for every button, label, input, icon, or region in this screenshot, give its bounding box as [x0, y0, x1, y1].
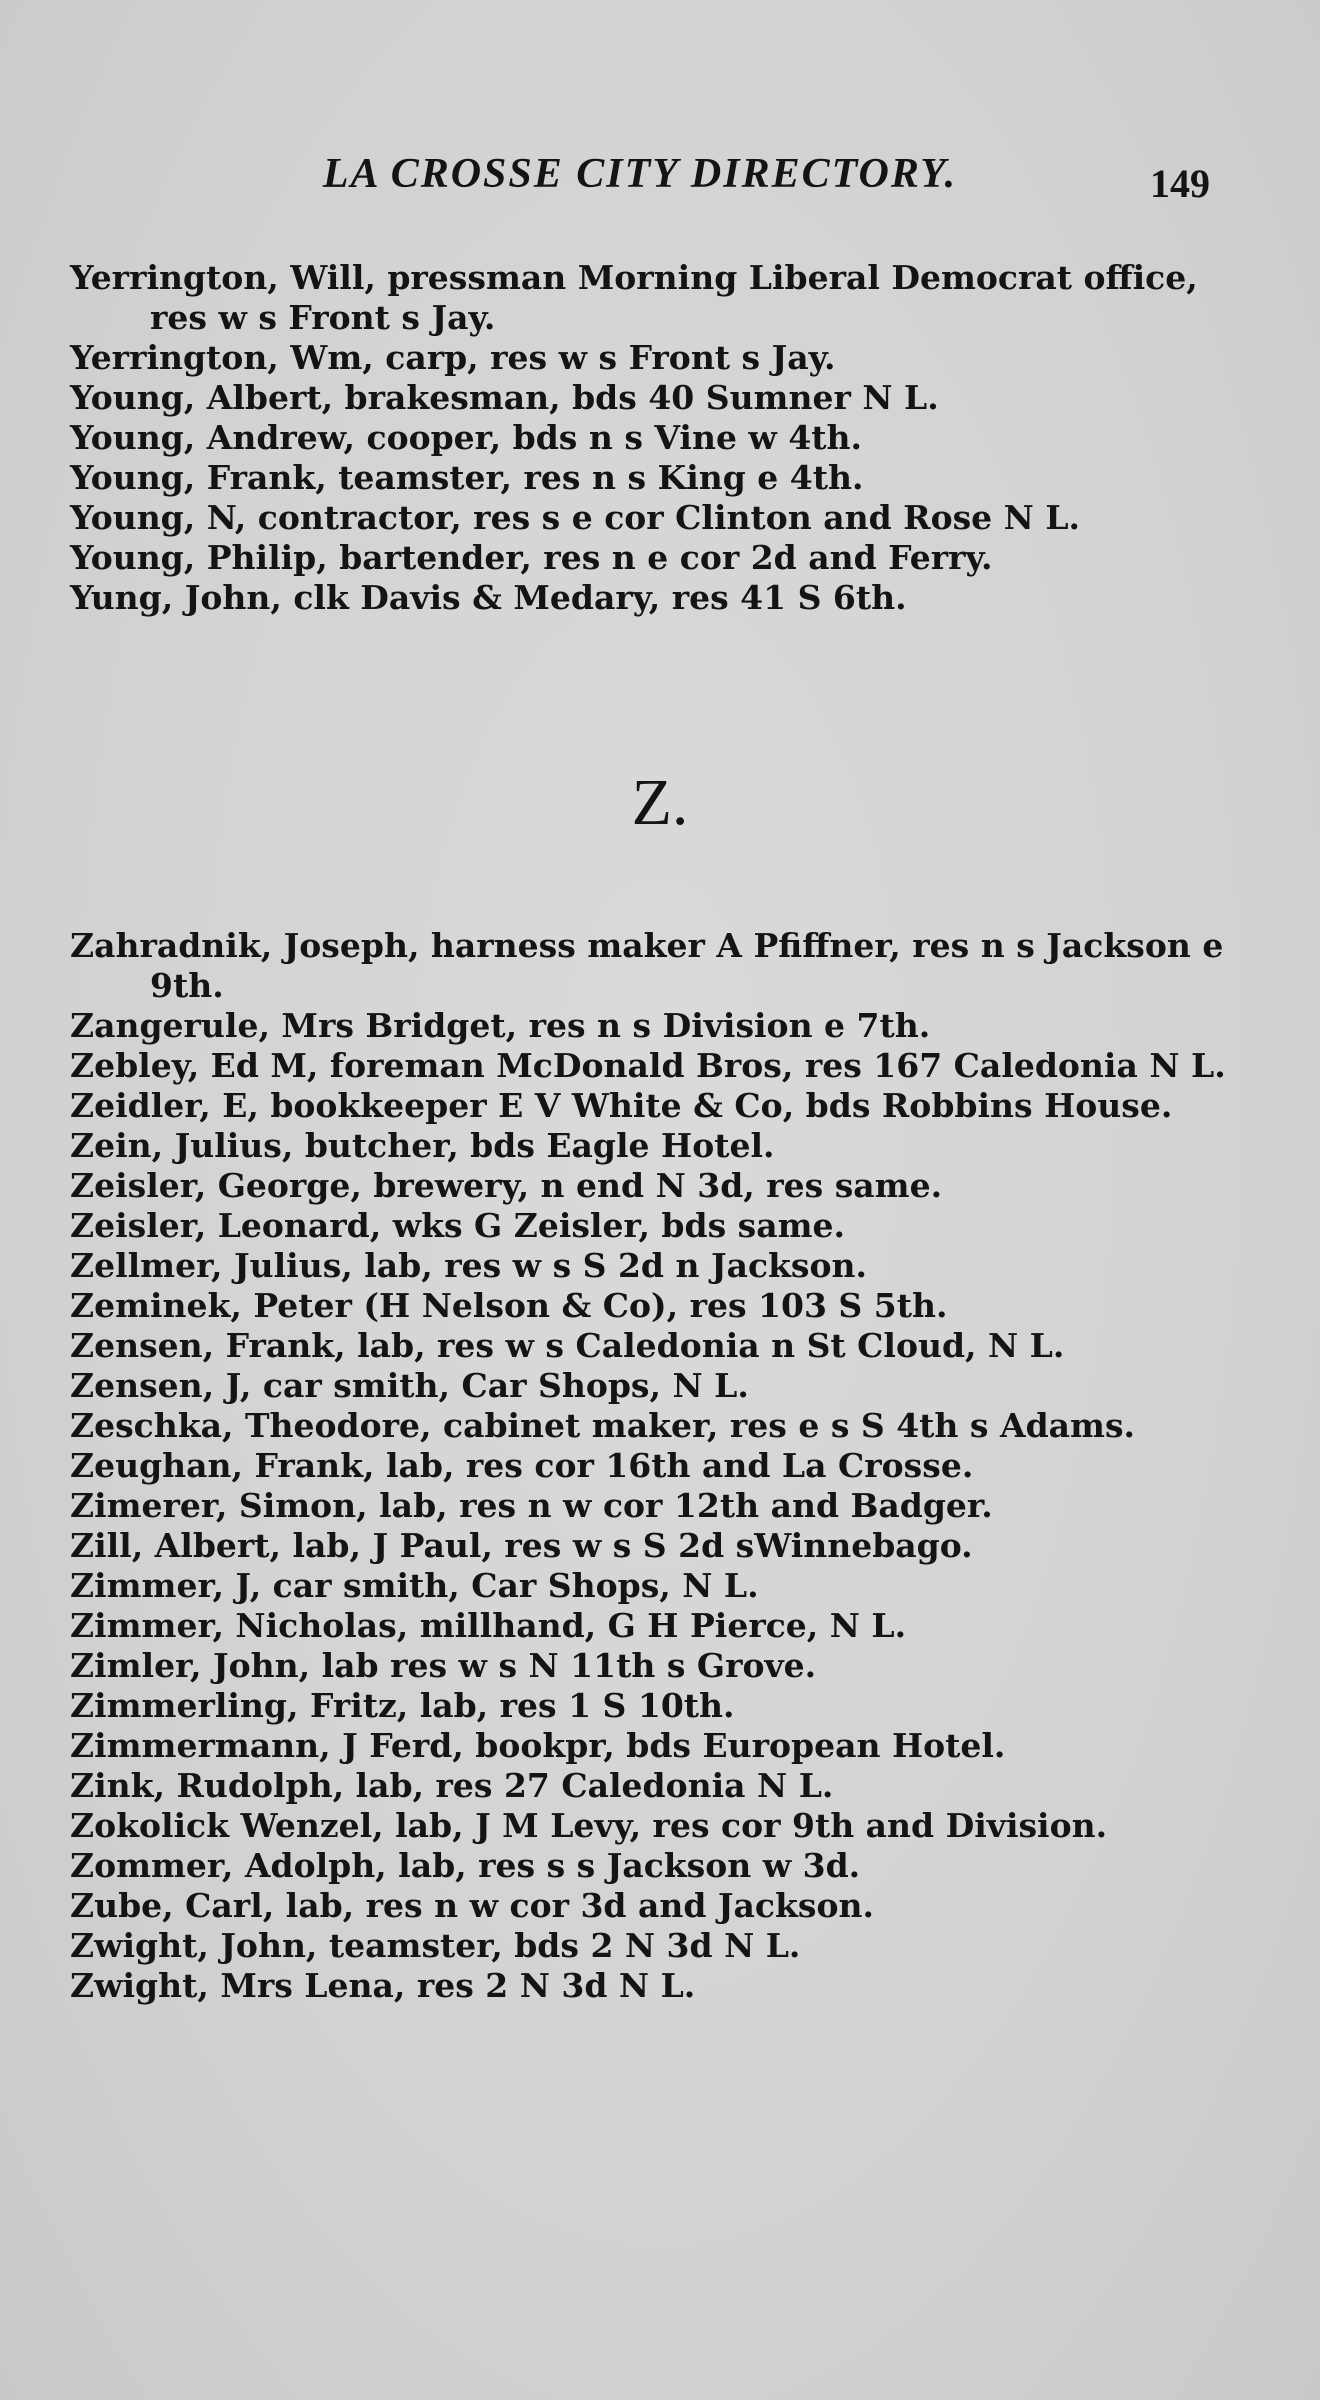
directory-entry: Zimmer, Nicholas, millhand, G H Pierce, N L. [70, 1606, 907, 1645]
directory-entry: Zimerer, Simon, lab, res n w cor 12th and Badger. [70, 1486, 993, 1525]
directory-entry: Zahradnik, Joseph, harness maker A Pfiffner, res n s Jackson e 9th. [70, 926, 1224, 1005]
directory-entry: Zeisler, George, brewery, n end N 3d, res same. [70, 1166, 943, 1205]
directory-entry: Zimmer, J, car smith, Car Shops, N L. [70, 1566, 759, 1605]
directory-entry: Yerrington, Will, pressman Morning Liberal Democrat office, res w s Front s Jay. [70, 258, 1198, 337]
directory-entry: Zokolick Wenzel, lab, J M Levy, res cor 9th and Division. [70, 1806, 1108, 1845]
directory-entry: Young, Philip, bartender, res n e cor 2d and Ferry. [70, 538, 993, 577]
y-entries-list [70, 258, 1250, 618]
directory-entry: Zensen, Frank, lab, res w s Caledonia n St Cloud, N L. [70, 1326, 1065, 1365]
directory-entry: Zimler, John, lab res w s N 11th s Grove. [70, 1646, 817, 1685]
directory-entry: Zeughan, Frank, lab, res cor 16th and La Crosse. [70, 1446, 974, 1485]
directory-entry: Zill, Albert, lab, J Paul, res w s S 2d sWinnebago. [70, 1526, 973, 1565]
directory-entry: Zommer, Adolph, lab, res s s Jackson w 3d. [70, 1846, 861, 1885]
directory-entry: Young, Andrew, cooper, bds n s Vine w 4th. [70, 418, 863, 457]
directory-entry: Young, Frank, teamster, res n s King e 4th. [70, 458, 864, 497]
directory-entry: Yung, John, clk Davis & Medary, res 41 S 6th. [70, 578, 907, 617]
directory-entry: Zensen, J, car smith, Car Shops, N L. [70, 1366, 749, 1405]
directory-entry: Zeidler, E, bookkeeper E V White & Co, bds Robbins House. [70, 1086, 1173, 1125]
directory-entry: Zwight, Mrs Lena, res 2 N 3d N L. [70, 1966, 696, 2005]
section-letter-heading: Z. [631, 766, 689, 839]
directory-entry: Zebley, Ed M, foreman McDonald Bros, res 167 Caledonia N L. [70, 1046, 1226, 1085]
directory-entry: Zeisler, Leonard, wks G Zeisler, bds same. [70, 1206, 846, 1245]
running-title: LA CROSSE CITY DIRECTORY. [322, 151, 958, 197]
page-number: 149 [1150, 161, 1210, 206]
directory-entry: Zimmermann, J Ferd, bookpr, bds European Hotel. [70, 1726, 1006, 1765]
directory-entry: Zeschka, Theodore, cabinet maker, res e s S 4th s Adams. [70, 1406, 1136, 1445]
directory-entry: Yerrington, Wm, carp, res w s Front s Jay. [70, 338, 836, 377]
z-entries-list [70, 926, 1250, 2006]
directory-entry: Young, N, contractor, res s e cor Clinton and Rose N L. [70, 498, 1081, 537]
directory-entry: Zein, Julius, butcher, bds Eagle Hotel. [70, 1126, 775, 1165]
directory-entry: Zube, Carl, lab, res n w cor 3d and Jackson. [70, 1886, 874, 1925]
directory-entry: Zwight, John, teamster, bds 2 N 3d N L. [70, 1926, 801, 1965]
directory-entry: Zink, Rudolph, lab, res 27 Caledonia N L. [70, 1766, 834, 1805]
directory-entry: Young, Albert, brakesman, bds 40 Sumner N L. [70, 378, 939, 417]
directory-entry: Zeminek, Peter (H Nelson & Co), res 103 S 5th. [70, 1286, 948, 1325]
directory-entry: Zangerule, Mrs Bridget, res n s Division e 7th. [70, 1006, 931, 1045]
directory-entry: Zellmer, Julius, lab, res w s S 2d n Jackson. [70, 1246, 867, 1285]
directory-entry: Zimmerling, Fritz, lab, res 1 S 10th. [70, 1686, 735, 1725]
